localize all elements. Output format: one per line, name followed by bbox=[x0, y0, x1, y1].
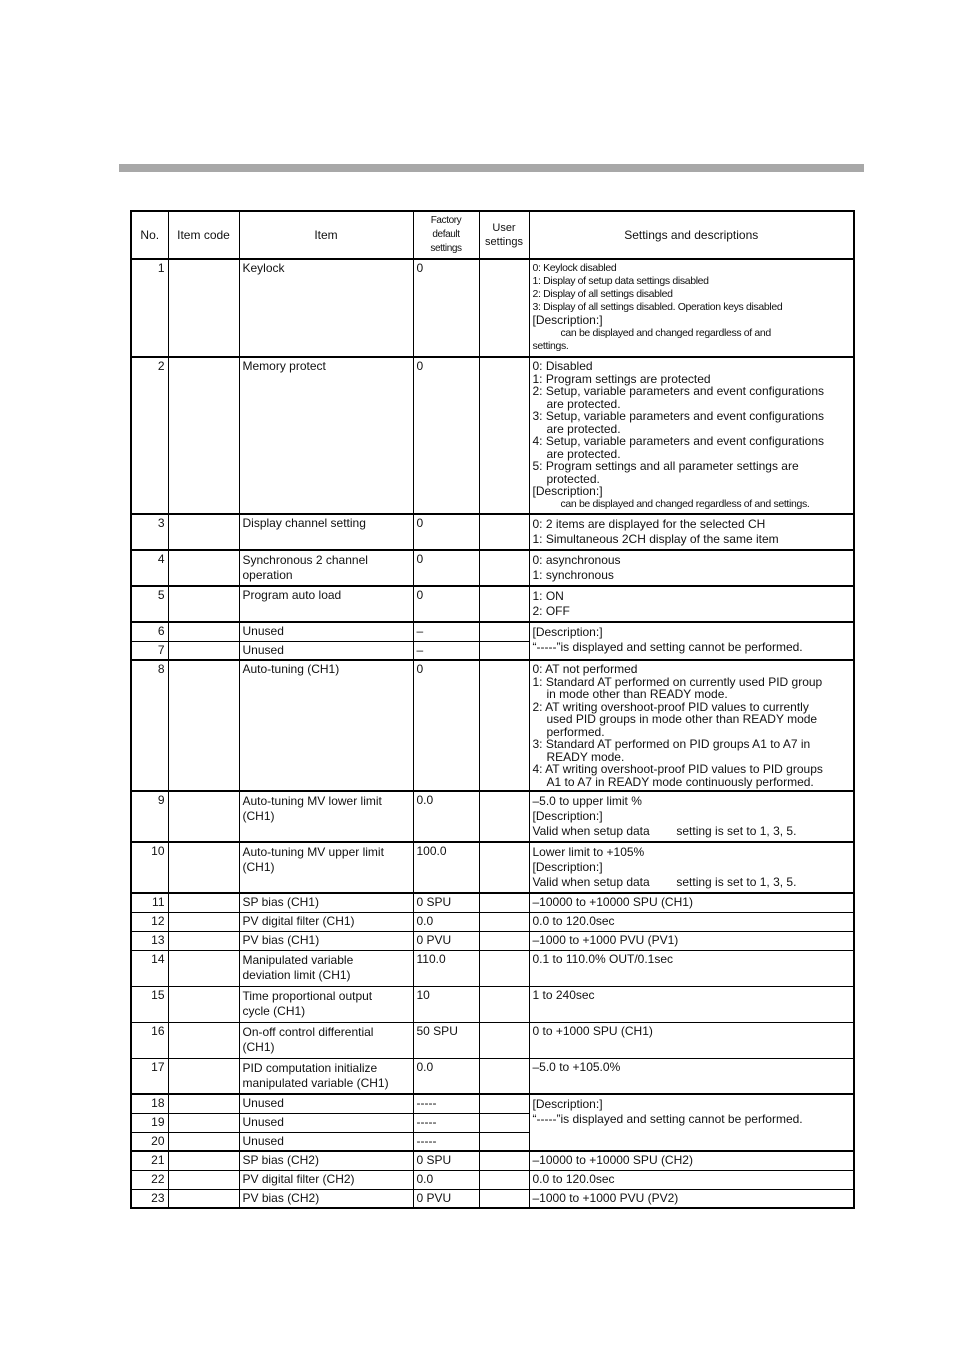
row-description: 0.1 to 110.0% OUT/0.1sec bbox=[529, 950, 854, 986]
row-description: –1000 to +1000 PVU (PV1) bbox=[529, 931, 854, 950]
row-item: PV bias (CH2) bbox=[239, 1189, 413, 1208]
row-item-code bbox=[168, 1189, 239, 1208]
row-no: 4 bbox=[131, 550, 168, 586]
row-factory-default: 0 SPU bbox=[413, 893, 479, 912]
row-description: 1 to 240sec bbox=[529, 986, 854, 1022]
table-row bbox=[131, 586, 854, 622]
row-factory-default: 0 bbox=[413, 514, 479, 550]
row-description: 0.0 to 120.0sec bbox=[529, 1170, 854, 1189]
row-factory-default: 0 bbox=[413, 586, 479, 622]
row-user-setting bbox=[479, 1058, 529, 1094]
row-item-code bbox=[168, 259, 239, 357]
row-user-setting bbox=[479, 986, 529, 1022]
row-no: 19 bbox=[131, 1113, 168, 1132]
row-user-setting bbox=[479, 641, 529, 660]
row-description: –10000 to +10000 SPU (CH2) bbox=[529, 1151, 854, 1170]
row-user-setting bbox=[479, 660, 529, 791]
row-description: –1000 to +1000 PVU (PV2) bbox=[529, 1189, 854, 1208]
row-factory-default: 0 SPU bbox=[413, 1151, 479, 1170]
header-user-settings: User settings bbox=[479, 211, 529, 259]
row-user-setting bbox=[479, 514, 529, 550]
row-user-setting bbox=[479, 1151, 529, 1170]
row-item: SP bias (CH2) bbox=[239, 1151, 413, 1170]
header-no: No. bbox=[131, 211, 168, 259]
row-item-code bbox=[168, 912, 239, 931]
header-item: Item bbox=[239, 211, 413, 259]
row-item: Unused bbox=[239, 1132, 413, 1151]
row-factory-default: 0.0 bbox=[413, 1058, 479, 1094]
row-item: Auto-tuning (CH1) bbox=[239, 660, 413, 791]
row-item: PV digital filter (CH2) bbox=[239, 1170, 413, 1189]
table-row bbox=[131, 842, 854, 893]
row-no: 6 bbox=[131, 622, 168, 641]
row-user-setting bbox=[479, 586, 529, 622]
row-no: 23 bbox=[131, 1189, 168, 1208]
table-row bbox=[131, 1058, 854, 1094]
row-description: 1: ON 2: OFF bbox=[529, 586, 854, 622]
setup-data-table bbox=[130, 210, 855, 1209]
row-description: 0 to +1000 SPU (CH1) bbox=[529, 1022, 854, 1058]
row-user-setting bbox=[479, 550, 529, 586]
table-row bbox=[131, 893, 854, 912]
row-no: 3 bbox=[131, 514, 168, 550]
row-no: 10 bbox=[131, 842, 168, 893]
row-item: Display channel setting bbox=[239, 514, 413, 550]
row-no: 18 bbox=[131, 1094, 168, 1113]
row-no: 22 bbox=[131, 1170, 168, 1189]
row-item: Unused bbox=[239, 622, 413, 641]
row-user-setting bbox=[479, 791, 529, 842]
row-description: –10000 to +10000 SPU (CH1) bbox=[529, 893, 854, 912]
row-description: 0: 2 items are displayed for the selected CH 1: Simultaneous 2CH display of the same item bbox=[529, 514, 854, 550]
row-item: Manipulated variable deviation limit (CH1) bbox=[239, 950, 413, 986]
row-item: Auto-tuning MV upper limit (CH1) bbox=[239, 842, 413, 893]
row-item: On-off control differential (CH1) bbox=[239, 1022, 413, 1058]
table-header-row bbox=[131, 211, 854, 259]
table-row bbox=[131, 931, 854, 950]
row-description: –5.0 to +105.0% bbox=[529, 1058, 854, 1094]
row-description: [Description:] “-----”is displayed and setting cannot be performed. bbox=[529, 1094, 854, 1151]
row-description: 0: Disabled 1: Program settings are protected 2: Setup, variable parameters and event configurations are protected. 3: Setup, variable parameters and event configurations are protected. 4: Setup, variable parameters and event configurations are protected. 5: Program settings and all parameter settings are protected. [Description:] can be displayed and changed regardless of and settings. bbox=[529, 357, 854, 514]
row-factory-default: 0 PVU bbox=[413, 1189, 479, 1208]
row-item-code bbox=[168, 893, 239, 912]
table-row bbox=[131, 357, 854, 514]
row-item-code bbox=[168, 660, 239, 791]
row-item: Time proportional output cycle (CH1) bbox=[239, 986, 413, 1022]
row-item-code bbox=[168, 622, 239, 641]
table-row bbox=[131, 660, 854, 791]
row-user-setting bbox=[479, 357, 529, 514]
row-factory-default: 0 bbox=[413, 259, 479, 357]
row-factory-default: 0 bbox=[413, 550, 479, 586]
row-item-code bbox=[168, 586, 239, 622]
row-item-code bbox=[168, 1058, 239, 1094]
row-factory-default: ----- bbox=[413, 1132, 479, 1151]
row-item-code bbox=[168, 791, 239, 842]
row-user-setting bbox=[479, 1170, 529, 1189]
row-item-code bbox=[168, 1094, 239, 1113]
row-item-code bbox=[168, 842, 239, 893]
table-row bbox=[131, 912, 854, 931]
row-user-setting bbox=[479, 1189, 529, 1208]
row-item-code bbox=[168, 1022, 239, 1058]
row-item: Unused bbox=[239, 641, 413, 660]
row-factory-default: 0 bbox=[413, 357, 479, 514]
row-no: 14 bbox=[131, 950, 168, 986]
row-user-setting bbox=[479, 950, 529, 986]
row-user-setting bbox=[479, 1132, 529, 1151]
row-item-code bbox=[168, 514, 239, 550]
row-no: 9 bbox=[131, 791, 168, 842]
row-item-code bbox=[168, 1151, 239, 1170]
row-no: 15 bbox=[131, 986, 168, 1022]
row-item: Keylock bbox=[239, 259, 413, 357]
row-user-setting bbox=[479, 1022, 529, 1058]
table-row bbox=[131, 1189, 854, 1208]
row-item-code bbox=[168, 931, 239, 950]
row-description: 0.0 to 120.0sec bbox=[529, 912, 854, 931]
table-row bbox=[131, 1151, 854, 1170]
header-factory-default: Factory default settings bbox=[413, 211, 479, 259]
row-item-code bbox=[168, 1170, 239, 1189]
row-no: 5 bbox=[131, 586, 168, 622]
row-item: PV bias (CH1) bbox=[239, 931, 413, 950]
row-factory-default: – bbox=[413, 641, 479, 660]
row-item: Memory protect bbox=[239, 357, 413, 514]
table-row bbox=[131, 1022, 854, 1058]
row-description: 0: Keylock disabled 1: Display of setup data settings disabled 2: Display of all settings disabled 3: Display of all settings disabled. Operation keys disabled [Description:] can be displayed and changed regardless of and settings. bbox=[529, 259, 854, 357]
row-item: PV digital filter (CH1) bbox=[239, 912, 413, 931]
header-settings-descriptions: Settings and descriptions bbox=[529, 211, 854, 259]
row-item-code bbox=[168, 1113, 239, 1132]
row-no: 21 bbox=[131, 1151, 168, 1170]
row-item-code bbox=[168, 357, 239, 514]
row-item: Auto-tuning MV lower limit (CH1) bbox=[239, 791, 413, 842]
row-factory-default: ----- bbox=[413, 1113, 479, 1132]
row-item-code bbox=[168, 641, 239, 660]
table-row bbox=[131, 1170, 854, 1189]
table-row bbox=[131, 514, 854, 550]
row-factory-default: 0.0 bbox=[413, 791, 479, 842]
row-factory-default: 0 bbox=[413, 660, 479, 791]
row-factory-default: 0.0 bbox=[413, 1170, 479, 1189]
row-item: Unused bbox=[239, 1094, 413, 1113]
row-no: 7 bbox=[131, 641, 168, 660]
row-factory-default: ----- bbox=[413, 1094, 479, 1113]
row-factory-default: 100.0 bbox=[413, 842, 479, 893]
row-item-code bbox=[168, 950, 239, 986]
header-item-code: Item code bbox=[168, 211, 239, 259]
row-user-setting bbox=[479, 842, 529, 893]
header-rule bbox=[119, 164, 864, 172]
row-no: 2 bbox=[131, 357, 168, 514]
row-description: Lower limit to +105% [Description:] Valid when setup data setting is set to 1, 3, 5. bbox=[529, 842, 854, 893]
table-row bbox=[131, 986, 854, 1022]
row-user-setting bbox=[479, 1094, 529, 1113]
row-factory-default: – bbox=[413, 622, 479, 641]
row-factory-default: 50 SPU bbox=[413, 1022, 479, 1058]
row-user-setting bbox=[479, 893, 529, 912]
row-no: 8 bbox=[131, 660, 168, 791]
row-no: 13 bbox=[131, 931, 168, 950]
row-no: 11 bbox=[131, 893, 168, 912]
row-item: Synchronous 2 channel operation bbox=[239, 550, 413, 586]
table-row bbox=[131, 1094, 854, 1113]
row-item: Program auto load bbox=[239, 586, 413, 622]
row-factory-default: 0.0 bbox=[413, 912, 479, 931]
table-row bbox=[131, 791, 854, 842]
table-row bbox=[131, 622, 854, 641]
row-description: –5.0 to upper limit % [Description:] Valid when setup data setting is set to 1, 3, 5. bbox=[529, 791, 854, 842]
row-factory-default: 10 bbox=[413, 986, 479, 1022]
row-no: 1 bbox=[131, 259, 168, 357]
row-item: SP bias (CH1) bbox=[239, 893, 413, 912]
row-description: 0: asynchronous 1: synchronous bbox=[529, 550, 854, 586]
table-row bbox=[131, 259, 854, 357]
row-item-code bbox=[168, 550, 239, 586]
row-user-setting bbox=[479, 259, 529, 357]
table-row bbox=[131, 550, 854, 586]
row-user-setting bbox=[479, 1113, 529, 1132]
table-row bbox=[131, 950, 854, 986]
row-no: 16 bbox=[131, 1022, 168, 1058]
row-factory-default: 110.0 bbox=[413, 950, 479, 986]
row-description: 0: AT not performed 1: Standard AT performed on currently used PID group in mode other than READY mode. 2: AT writing overshoot-proof PID values to currently used PID groups in mode other than READY mode performed. 3: Standard AT performed on PID groups A1 to A7 in READY mode. 4: AT writing overshoot-proof PID values to PID groups A1 to A7 in READY mode continuously performed. bbox=[529, 660, 854, 791]
row-item-code bbox=[168, 1132, 239, 1151]
row-no: 12 bbox=[131, 912, 168, 931]
row-no: 20 bbox=[131, 1132, 168, 1151]
row-item: PID computation initialize manipulated variable (CH1) bbox=[239, 1058, 413, 1094]
row-user-setting bbox=[479, 622, 529, 641]
row-item: Unused bbox=[239, 1113, 413, 1132]
row-factory-default: 0 PVU bbox=[413, 931, 479, 950]
row-description: [Description:] “-----”is displayed and setting cannot be performed. bbox=[529, 622, 854, 660]
row-item-code bbox=[168, 986, 239, 1022]
row-user-setting bbox=[479, 931, 529, 950]
row-no: 17 bbox=[131, 1058, 168, 1094]
row-user-setting bbox=[479, 912, 529, 931]
